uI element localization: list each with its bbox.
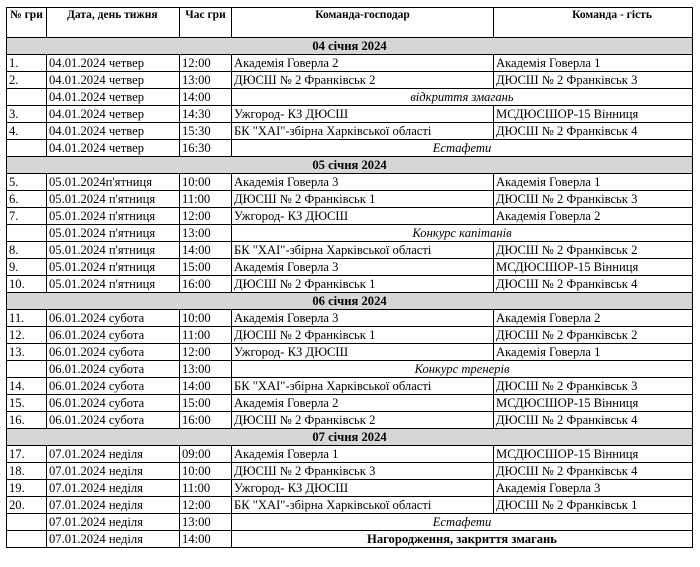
event-date: 07.01.2024 неділя bbox=[47, 531, 180, 548]
away-team: МСДЮСШОР-15 Вінниця bbox=[494, 259, 693, 276]
closing-ceremony-row bbox=[7, 531, 693, 548]
game-number: 14. bbox=[7, 378, 47, 395]
home-team: ДЮСШ № 2 Франківськ 2 bbox=[232, 412, 494, 429]
day-label: 05 січня 2024 bbox=[7, 157, 693, 174]
home-team: Академія Говерла 3 bbox=[232, 259, 494, 276]
table-row bbox=[7, 72, 693, 89]
header-date-weekday: Дата, день тижня bbox=[47, 8, 180, 38]
home-team: Академія Говерла 2 bbox=[232, 55, 494, 72]
game-number: 8. bbox=[7, 242, 47, 259]
game-date: 06.01.2024 субота bbox=[47, 310, 180, 327]
game-number: 13. bbox=[7, 344, 47, 361]
home-team: ДЮСШ № 2 Франківськ 1 bbox=[232, 191, 494, 208]
game-number: 15. bbox=[7, 395, 47, 412]
away-team: ДЮСШ № 2 Франківськ 1 bbox=[494, 497, 693, 514]
away-team: Академія Говерла 1 bbox=[494, 55, 693, 72]
header-row bbox=[7, 8, 693, 38]
event-row bbox=[7, 89, 693, 106]
game-date: 04.01.2024 четвер bbox=[47, 72, 180, 89]
game-time: 10:00 bbox=[180, 174, 232, 191]
table-row bbox=[7, 123, 693, 140]
table-row bbox=[7, 55, 693, 72]
game-time: 15:30 bbox=[180, 123, 232, 140]
away-team: ДЮСШ № 2 Франківськ 4 bbox=[494, 276, 693, 293]
game-number: 16. bbox=[7, 412, 47, 429]
away-team: Академія Говерла 1 bbox=[494, 174, 693, 191]
away-team: Академія Говерла 1 bbox=[494, 344, 693, 361]
game-time: 10:00 bbox=[180, 463, 232, 480]
game-time: 13:00 bbox=[180, 72, 232, 89]
game-number: 1. bbox=[7, 55, 47, 72]
day-label: 06 січня 2024 bbox=[7, 293, 693, 310]
game-date: 05.01.2024 п'ятниця bbox=[47, 242, 180, 259]
away-team: ДЮСШ № 2 Франківськ 3 bbox=[494, 72, 693, 89]
event-date: 04.01.2024 четвер bbox=[47, 140, 180, 157]
game-date: 06.01.2024 субота bbox=[47, 344, 180, 361]
game-number: 5. bbox=[7, 174, 47, 191]
schedule-body bbox=[7, 38, 693, 548]
event-row bbox=[7, 361, 693, 378]
game-number bbox=[7, 531, 47, 548]
game-time: 11:00 bbox=[180, 327, 232, 344]
table-row bbox=[7, 242, 693, 259]
game-number: 10. bbox=[7, 276, 47, 293]
game-date: 06.01.2024 субота bbox=[47, 327, 180, 344]
game-date: 04.01.2024 четвер bbox=[47, 55, 180, 72]
game-time: 11:00 bbox=[180, 480, 232, 497]
home-team: Академія Говерла 3 bbox=[232, 310, 494, 327]
event-label: Естафети bbox=[232, 514, 693, 531]
game-date: 07.01.2024 неділя bbox=[47, 480, 180, 497]
event-date: 06.01.2024 субота bbox=[47, 361, 180, 378]
home-team: ДЮСШ № 2 Франківськ 1 bbox=[232, 276, 494, 293]
table-row bbox=[7, 106, 693, 123]
away-team: МСДЮСШОР-15 Вінниця bbox=[494, 106, 693, 123]
table-row bbox=[7, 480, 693, 497]
event-time: 16:30 bbox=[180, 140, 232, 157]
table-row bbox=[7, 208, 693, 225]
table-row bbox=[7, 412, 693, 429]
table-row bbox=[7, 463, 693, 480]
event-label: Естафети bbox=[232, 140, 693, 157]
table-row bbox=[7, 327, 693, 344]
event-time: 14:00 bbox=[180, 89, 232, 106]
home-team: БК "ХАІ"-збірна Харківської області bbox=[232, 378, 494, 395]
game-time: 11:00 bbox=[180, 191, 232, 208]
game-number bbox=[7, 140, 47, 157]
game-number bbox=[7, 361, 47, 378]
header-home-team: Команда-господар bbox=[232, 8, 494, 38]
event-date: 04.01.2024 четвер bbox=[47, 89, 180, 106]
away-team: ДЮСШ № 2 Франківськ 3 bbox=[494, 378, 693, 395]
event-date: 07.01.2024 неділя bbox=[47, 514, 180, 531]
game-number: 7. bbox=[7, 208, 47, 225]
home-team: Академія Говерла 2 bbox=[232, 395, 494, 412]
home-team: Академія Говерла 1 bbox=[232, 446, 494, 463]
away-team: ДЮСШ № 2 Франківськ 4 bbox=[494, 412, 693, 429]
game-date: 07.01.2024 неділя bbox=[47, 463, 180, 480]
day-header-row bbox=[7, 293, 693, 310]
table-row bbox=[7, 310, 693, 327]
event-row bbox=[7, 225, 693, 242]
table-row bbox=[7, 395, 693, 412]
home-team: БК "ХАІ"-збірна Харківської області bbox=[232, 242, 494, 259]
home-team: ДЮСШ № 2 Франківськ 1 bbox=[232, 327, 494, 344]
home-team: ДЮСШ № 2 Франківськ 2 bbox=[232, 72, 494, 89]
game-number: 2. bbox=[7, 72, 47, 89]
home-team: БК "ХАІ"-збірна Харківської області bbox=[232, 123, 494, 140]
game-date: 05.01.2024 п'ятниця bbox=[47, 208, 180, 225]
game-date: 06.01.2024 субота bbox=[47, 412, 180, 429]
schedule-table bbox=[6, 7, 693, 548]
game-time: 12:00 bbox=[180, 344, 232, 361]
game-number bbox=[7, 514, 47, 531]
event-date: 05.01.2024 п'ятниця bbox=[47, 225, 180, 242]
event-row bbox=[7, 140, 693, 157]
away-team: ДЮСШ № 2 Франківськ 4 bbox=[494, 123, 693, 140]
game-number: 3. bbox=[7, 106, 47, 123]
game-time: 12:00 bbox=[180, 208, 232, 225]
game-date: 05.01.2024 п'ятниця bbox=[47, 276, 180, 293]
game-time: 16:00 bbox=[180, 276, 232, 293]
home-team: БК "ХАІ"-збірна Харківської області bbox=[232, 497, 494, 514]
event-label: Конкурс капітанів bbox=[232, 225, 693, 242]
game-number: 9. bbox=[7, 259, 47, 276]
game-time: 09:00 bbox=[180, 446, 232, 463]
home-team: Ужгород- КЗ ДЮСШ bbox=[232, 480, 494, 497]
event-time: 13:00 bbox=[180, 361, 232, 378]
game-number: 4. bbox=[7, 123, 47, 140]
game-date: 07.01.2024 неділя bbox=[47, 446, 180, 463]
away-team: Академія Говерла 2 bbox=[494, 208, 693, 225]
home-team: Ужгород- КЗ ДЮСШ bbox=[232, 106, 494, 123]
away-team: ДЮСШ № 2 Франківськ 4 bbox=[494, 463, 693, 480]
away-team: МСДЮСШОР-15 Вінниця bbox=[494, 395, 693, 412]
game-date: 04.01.2024 четвер bbox=[47, 106, 180, 123]
game-time: 12:00 bbox=[180, 497, 232, 514]
away-team: Академія Говерла 3 bbox=[494, 480, 693, 497]
game-number: 12. bbox=[7, 327, 47, 344]
day-header-row bbox=[7, 157, 693, 174]
game-number: 17. bbox=[7, 446, 47, 463]
game-number: 18. bbox=[7, 463, 47, 480]
schedule-header bbox=[7, 8, 693, 38]
table-row bbox=[7, 378, 693, 395]
game-time: 10:00 bbox=[180, 310, 232, 327]
game-number: 11. bbox=[7, 310, 47, 327]
away-team: Академія Говерла 2 bbox=[494, 310, 693, 327]
day-header-row bbox=[7, 38, 693, 55]
table-row bbox=[7, 276, 693, 293]
game-number bbox=[7, 225, 47, 242]
day-label: 04 січня 2024 bbox=[7, 38, 693, 55]
game-number: 19. bbox=[7, 480, 47, 497]
event-label: Нагородження, закриття змагань bbox=[232, 531, 693, 548]
table-row bbox=[7, 446, 693, 463]
game-date: 05.01.2024п'ятниця bbox=[47, 174, 180, 191]
header-game-number: № гри bbox=[7, 8, 47, 38]
header-away-team: Команда - гість bbox=[494, 8, 693, 38]
event-time: 13:00 bbox=[180, 225, 232, 242]
day-header-row bbox=[7, 429, 693, 446]
table-row bbox=[7, 191, 693, 208]
table-row bbox=[7, 344, 693, 361]
event-label: відкриття змагань bbox=[232, 89, 693, 106]
game-date: 05.01.2024 п'ятниця bbox=[47, 259, 180, 276]
table-row bbox=[7, 259, 693, 276]
away-team: ДЮСШ № 2 Франківськ 2 bbox=[494, 327, 693, 344]
header-game-time: Час гри bbox=[180, 8, 232, 38]
game-number bbox=[7, 89, 47, 106]
game-time: 15:00 bbox=[180, 395, 232, 412]
table-row bbox=[7, 174, 693, 191]
game-time: 16:00 bbox=[180, 412, 232, 429]
game-date: 05.01.2024 п'ятниця bbox=[47, 191, 180, 208]
away-team: ДЮСШ № 2 Франківськ 3 bbox=[494, 191, 693, 208]
game-time: 15:00 bbox=[180, 259, 232, 276]
game-time: 14:00 bbox=[180, 242, 232, 259]
game-time: 14:30 bbox=[180, 106, 232, 123]
home-team: ДЮСШ № 2 Франківськ 3 bbox=[232, 463, 494, 480]
game-date: 04.01.2024 четвер bbox=[47, 123, 180, 140]
event-label: Конкурс тренерів bbox=[232, 361, 693, 378]
game-number: 20. bbox=[7, 497, 47, 514]
event-time: 13:00 bbox=[180, 514, 232, 531]
game-number: 6. bbox=[7, 191, 47, 208]
game-date: 06.01.2024 субота bbox=[47, 378, 180, 395]
day-label: 07 січня 2024 bbox=[7, 429, 693, 446]
home-team: Ужгород- КЗ ДЮСШ bbox=[232, 208, 494, 225]
event-time: 14:00 bbox=[180, 531, 232, 548]
away-team: ДЮСШ № 2 Франківськ 2 bbox=[494, 242, 693, 259]
game-time: 14:00 bbox=[180, 378, 232, 395]
game-date: 06.01.2024 субота bbox=[47, 395, 180, 412]
home-team: Ужгород- КЗ ДЮСШ bbox=[232, 344, 494, 361]
away-team: МСДЮСШОР-15 Вінниця bbox=[494, 446, 693, 463]
game-time: 12:00 bbox=[180, 55, 232, 72]
game-date: 07.01.2024 неділя bbox=[47, 497, 180, 514]
table-row bbox=[7, 497, 693, 514]
event-row bbox=[7, 514, 693, 531]
home-team: Академія Говерла 3 bbox=[232, 174, 494, 191]
